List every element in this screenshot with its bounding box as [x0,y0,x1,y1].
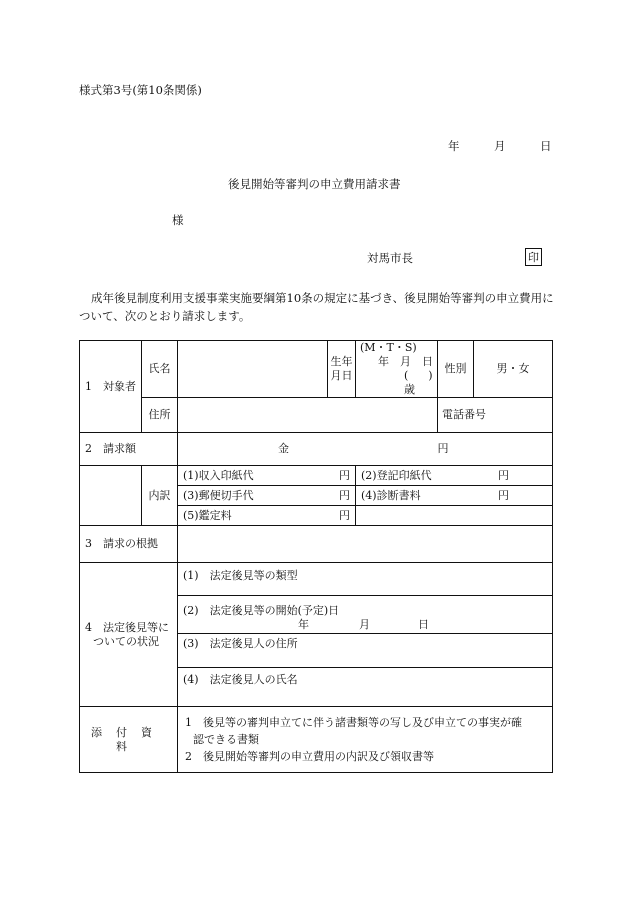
item-row-2-right[interactable]: (4)診断書料 円 [356,486,553,506]
date-month: 月 [494,139,506,153]
breakdown-blank [80,466,142,526]
form-number: 様式第3号(第10条関係) [79,83,202,97]
amount-kin: 金 [278,442,289,455]
attachments-list [178,707,553,773]
status-guardian-name[interactable]: (4) 法定後見人の氏名 [178,668,553,707]
document-title: 後見開始等審判の申立費用請求書 [228,177,401,191]
birth-label: 生年 月日 [328,341,356,398]
start-month-unit: 月 [359,618,370,631]
addressee-suffix: 様 [172,213,184,227]
birth-value[interactable] [356,341,438,398]
seal-mark: 印 [525,248,542,266]
item-row-2-left[interactable]: (3)郵便切手代 円 [178,486,356,506]
status-label: 4 法定後見等に ついての状況 [80,563,178,707]
address-label: 住所 [142,398,178,433]
name-label: 氏名 [142,341,178,398]
name-value[interactable] [178,341,328,398]
amount-value[interactable] [178,433,553,466]
status-start-date[interactable]: (2) 法定後見等の開始(予定)日 年 月 日 [178,596,553,634]
item-row-3-right[interactable] [356,506,553,526]
intro-paragraph [79,289,555,325]
breakdown-label: 内訳 [142,466,178,526]
basis-label: 3 請求の根拠 [80,526,178,563]
birth-day-unit: 日 [422,355,433,368]
status-guardian-address[interactable]: (3) 法定後見人の住所 [178,634,553,668]
sex-label: 性別 [438,341,474,398]
start-day-unit: 日 [418,618,429,631]
date-day: 日 [540,139,552,153]
address-value[interactable] [178,398,438,433]
basis-value[interactable] [178,526,553,563]
attachment-2: 2 後見開始等審判の申立費用の内訳及び領収書等 [185,750,434,763]
attachment-1-cont: 認できる書類 [193,733,259,746]
birth-year-unit: 年 [378,355,389,368]
attachments-label: 添付資料 [80,707,178,773]
item-row-1-right[interactable]: (2)登記印紙代 円 [356,466,553,486]
birth-month-unit: 月 [400,355,411,368]
date-year: 年 [448,139,460,153]
item-row-3-left[interactable]: (5)鑑定料 円 [178,506,356,526]
amount-label: 2 請求額 [80,433,178,466]
amount-yen: 円 [437,442,449,455]
status-type[interactable]: (1) 法定後見等の類型 [178,563,553,596]
item-row-1-left[interactable]: (1)収入印紙代 円 [178,466,356,486]
attachment-1: 1 後見等の審判申立てに伴う諸書類等の写し及び申立ての事実が確 [185,716,522,729]
start-year-unit: 年 [298,618,309,631]
phone-label: 電話番号 [438,398,553,433]
subject-label: 1 対象者 [80,341,142,433]
sex-value[interactable]: 男・女 [474,341,553,398]
request-table [79,340,553,773]
age-open: ( [404,369,409,382]
mayor-title: 対馬市長 [367,251,413,265]
intro-text: 成年後見制度利用支援事業実施要綱第10条の規定に基づき、後見開始等審判の申立費用について、次のとおり請求します。 [79,291,554,323]
era-options: (M・T・S) [360,341,417,354]
age-unit: )歳 [404,369,433,396]
